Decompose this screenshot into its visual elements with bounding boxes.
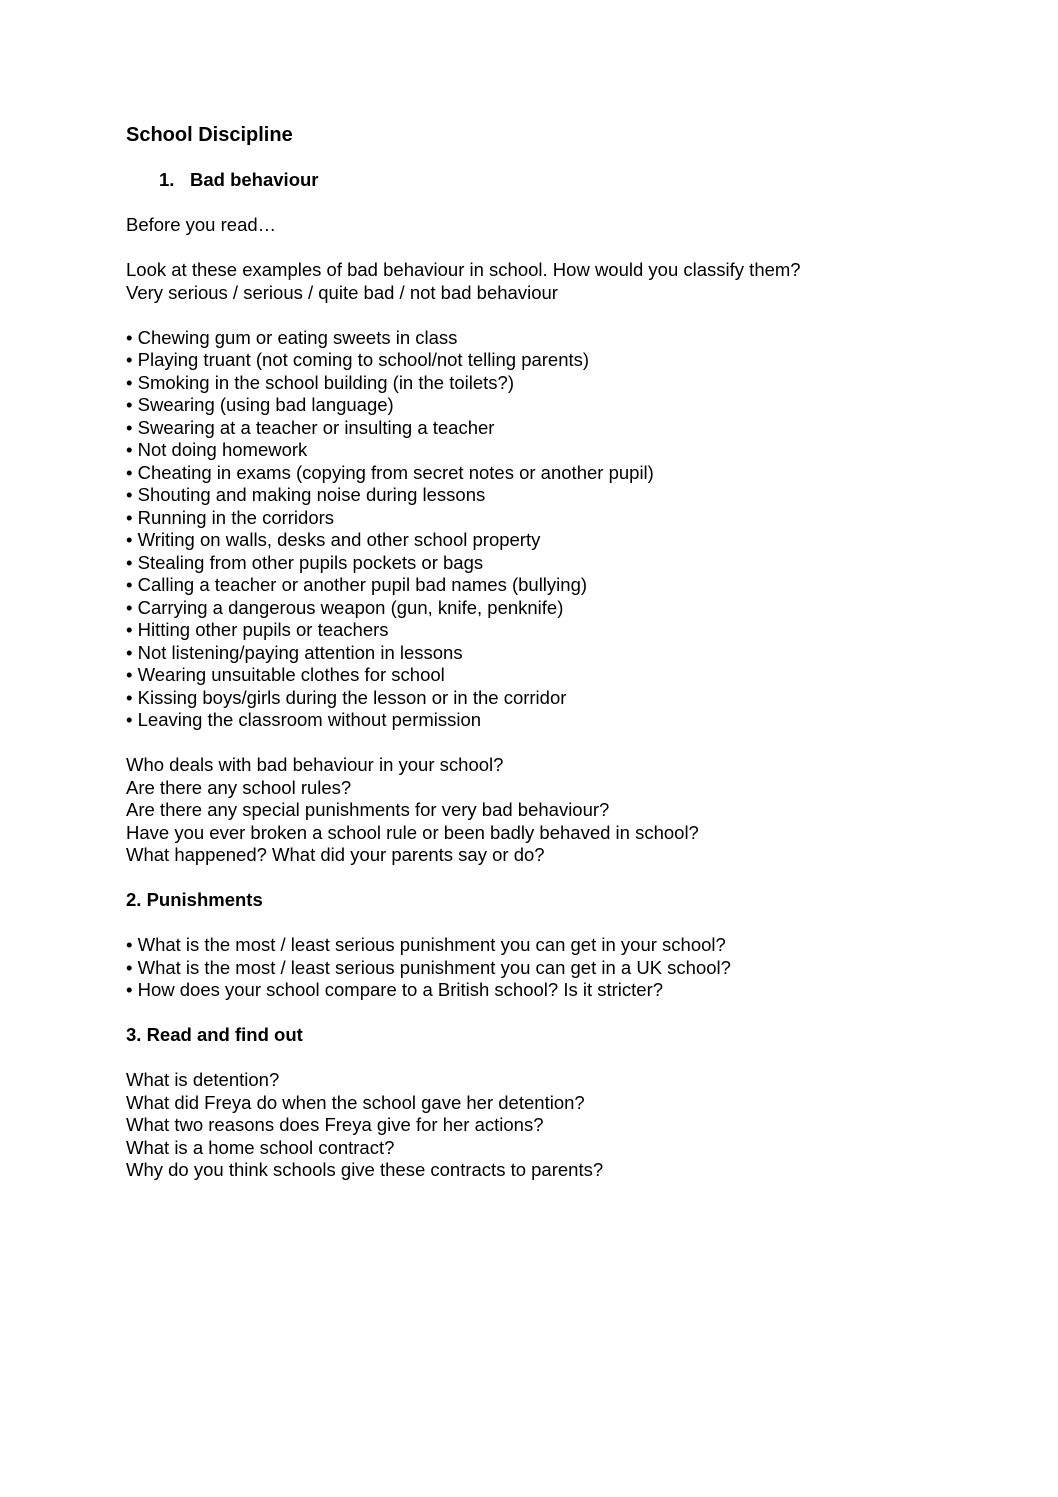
list-item: • Leaving the classroom without permission (126, 709, 482, 730)
list-item: • Swearing at a teacher or insulting a teacher (126, 416, 495, 438)
list-item: • Wearing unsuitable clothes for school (126, 664, 445, 685)
list-item: • Smoking in the school building (in the toilets?) (126, 371, 514, 393)
list-item: • Shouting and making noise during lessons (126, 484, 486, 505)
list-item: • Chewing gum or eating sweets in class (126, 326, 458, 348)
section-1-intro: Before you read… (126, 214, 277, 235)
list-item: • How does your school compare to a British school? Is it stricter? (126, 979, 664, 1000)
prompt-line: Look at these examples of bad behaviour in school. How would you classify them? (126, 259, 801, 280)
question-line: Who deals with bad behaviour in your school? (126, 754, 504, 775)
document-page (126, 123, 986, 1204)
section-1-questions (126, 754, 986, 867)
section-1-prompt (126, 259, 986, 304)
list-item: • What is the most / least serious punishment you can get in your school? (126, 934, 726, 955)
list-item: • Not doing homework (126, 439, 308, 460)
list-item: • Carrying a dangerous weapon (gun, knife, penknife) (126, 596, 564, 618)
question-line: What is a home school contract? (126, 1136, 395, 1158)
punishments-list (126, 934, 986, 1002)
list-item: • Calling a teacher or another pupil bad names (bullying) (126, 574, 588, 595)
section-1-number: 1. (159, 169, 175, 190)
list-item: • Stealing from other pupils pockets or bags (126, 551, 484, 573)
behaviour-list (126, 327, 986, 732)
question-line: Are there any special punishments for very bad behaviour? (126, 799, 610, 820)
prompt-line: Very serious / serious / quite bad / not bad behaviour (126, 281, 558, 303)
list-item: • Swearing (using bad language) (126, 394, 394, 415)
list-item: • Running in the corridors (126, 506, 335, 528)
question-line: What is detention? (126, 1069, 280, 1090)
question-line: Are there any school rules? (126, 776, 352, 798)
page-title: School Discipline (126, 124, 293, 146)
list-item: • Writing on walls, desks and other school property (126, 529, 541, 550)
section-1-heading-text: Bad behaviour (190, 169, 319, 190)
list-item: • Cheating in exams (copying from secret notes or another pupil) (126, 461, 654, 483)
list-item: • Not listening/paying attention in lessons (126, 641, 463, 663)
question-line: What two reasons does Freya give for her actions? (126, 1114, 544, 1135)
section-3-questions (126, 1069, 986, 1182)
question-line: What did Freya do when the school gave her detention? (126, 1091, 585, 1113)
question-line: Why do you think schools give these contracts to parents? (126, 1159, 604, 1180)
section-2-heading: 2. Punishments (126, 889, 263, 910)
list-item: • Kissing boys/girls during the lesson or in the corridor (126, 686, 567, 708)
list-item: • What is the most / least serious punishment you can get in a UK school? (126, 956, 731, 978)
section-1-heading (126, 169, 986, 192)
list-item: • Playing truant (not coming to school/not telling parents) (126, 349, 590, 370)
question-line: Have you ever broken a school rule or been badly behaved in school? (126, 821, 699, 843)
list-item: • Hitting other pupils or teachers (126, 619, 389, 640)
section-3-heading: 3. Read and find out (126, 1024, 303, 1045)
question-line: What happened? What did your parents say or do? (126, 844, 545, 865)
